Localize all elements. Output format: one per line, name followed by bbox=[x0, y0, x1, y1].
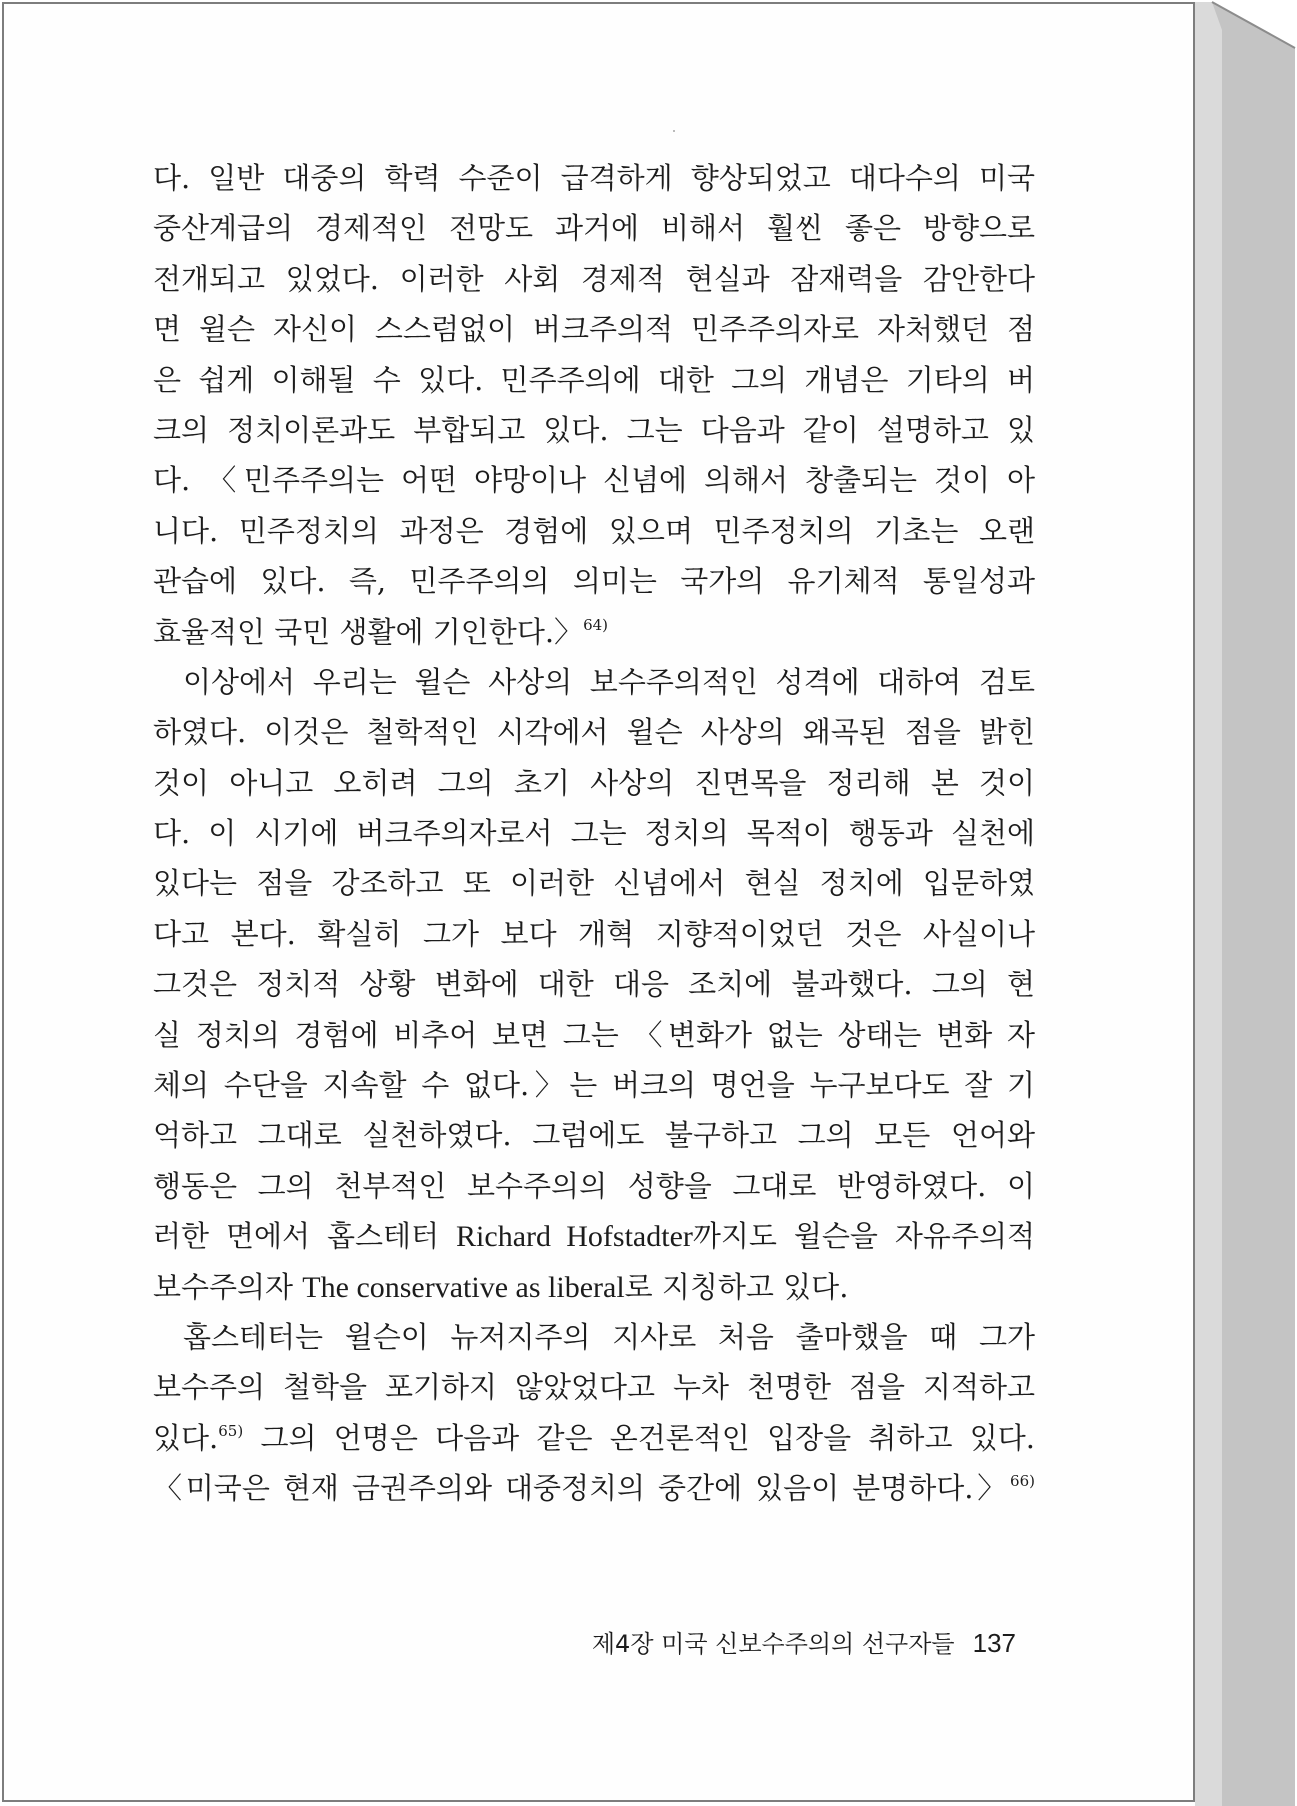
text-segment: 은 쉽게 이해될 수 있다. 민주주의에 대한 그의 개념은 기타의 버 bbox=[153, 362, 1035, 397]
text-segment: 억하고 그대로 실천하였다. 그럼에도 불구하고 그의 모든 언어와 bbox=[153, 1118, 1035, 1153]
text-line bbox=[153, 1463, 1035, 1513]
body-text bbox=[153, 153, 1035, 1514]
text-line bbox=[153, 254, 1035, 304]
text-line bbox=[153, 707, 1035, 757]
text-segment: 실 정치의 경험에 비추어 보면 그는 〈변화가 없는 상태는 변화 자 bbox=[153, 1017, 1035, 1052]
text-segment: 있다. bbox=[153, 1420, 219, 1455]
text-line bbox=[153, 758, 1035, 808]
text-line bbox=[153, 858, 1035, 908]
chapter-title: 제4장 미국 신보수주의의 선구자들 bbox=[591, 1630, 955, 1658]
text-line bbox=[153, 556, 1035, 606]
footnote-marker: 66) bbox=[1010, 1472, 1035, 1491]
text-segment: 중산계급의 경제적인 전망도 과거에 비해서 훨씬 좋은 방향으로 bbox=[153, 211, 1035, 246]
text-line bbox=[153, 405, 1035, 455]
text-segment: 그의 언명은 다음과 같은 온건론적인 입장을 취하고 있다. bbox=[243, 1420, 1035, 1455]
text-line bbox=[153, 607, 1035, 657]
text-line bbox=[153, 1413, 1035, 1463]
text-segment: 체의 수단을 지속할 수 없다.〉는 버크의 명언을 누구보다도 잘 기 bbox=[153, 1068, 1035, 1103]
text-segment: Richard Hofstadter bbox=[456, 1220, 693, 1254]
text-line bbox=[153, 1060, 1035, 1110]
text-segment: 전개되고 있었다. 이러한 사회 경제적 현실과 잠재력을 감안한다 bbox=[153, 261, 1035, 296]
text-line bbox=[153, 1110, 1035, 1160]
text-line bbox=[153, 1312, 1035, 1362]
page-number: 137 bbox=[972, 1628, 1016, 1658]
text-segment: 이상에서 우리는 윌슨 사상의 보수주의적인 성격에 대하여 검토 bbox=[183, 664, 1035, 699]
text-segment: 다. 이 시기에 버크주의자로서 그는 정치의 목적이 행동과 실천에 bbox=[153, 816, 1035, 851]
text-line bbox=[153, 959, 1035, 1009]
text-line bbox=[153, 1010, 1035, 1060]
text-segment: 하였다. 이것은 철학적인 시각에서 윌슨 사상의 왜곡된 점을 밝힌 bbox=[153, 715, 1035, 750]
text-line bbox=[153, 1161, 1035, 1211]
text-segment: 보수주의자 bbox=[153, 1269, 303, 1304]
footnote-marker: 65) bbox=[218, 1421, 244, 1440]
text-line bbox=[153, 657, 1035, 707]
text-segment: 면 윌슨 자신이 스스럼없이 버크주의적 민주주의자로 자처했던 점 bbox=[153, 312, 1035, 347]
running-footer bbox=[560, 1624, 1016, 1659]
text-segment: 러한 면에서 홉스테터 bbox=[153, 1219, 457, 1254]
text-line bbox=[153, 153, 1035, 203]
text-segment: 행동은 그의 천부적인 보수주의의 성향을 그대로 반영하였다. 이 bbox=[153, 1168, 1035, 1203]
text-segment: 니다. 민주정치의 과정은 경험에 있으며 민주정치의 기초는 오랜 bbox=[153, 513, 1035, 548]
text-segment: 다. 〈민주주의는 어떤 야망이나 신념에 의해서 창출되는 것이 아 bbox=[153, 463, 1035, 498]
text-line bbox=[153, 1211, 1035, 1261]
text-line bbox=[153, 1362, 1035, 1412]
book-right-edge-shade bbox=[1195, 2, 1222, 1806]
text-segment: 까지도 윌슨을 자유주의적 bbox=[692, 1219, 1035, 1254]
text-segment: 홉스테터는 윌슨이 뉴저지주의 지사로 처음 출마했을 때 그가 bbox=[183, 1319, 1035, 1354]
text-line bbox=[153, 455, 1035, 505]
text-segment: 그것은 정치적 상황 변화에 대한 대응 조치에 불과했다. 그의 현 bbox=[153, 967, 1035, 1002]
text-segment: 있다는 점을 강조하고 또 이러한 신념에서 현실 정치에 입문하였 bbox=[153, 866, 1035, 901]
text-segment: 것이 아니고 오히려 그의 초기 사상의 진면목을 정리해 본 것이 bbox=[153, 765, 1035, 800]
text-segment: 크의 정치이론과도 부합되고 있다. 그는 다음과 같이 설명하고 있 bbox=[153, 412, 1035, 447]
text-segment: 효율적인 국민 생활에 기인한다.〉 bbox=[153, 614, 584, 649]
print-speck bbox=[673, 130, 675, 132]
text-segment: 로 지칭하고 있다. bbox=[624, 1269, 849, 1304]
text-line bbox=[153, 506, 1035, 556]
text-line bbox=[153, 1262, 1035, 1312]
text-segment: The conservative as liberal bbox=[302, 1270, 625, 1304]
text-line bbox=[153, 203, 1035, 253]
text-segment: 관습에 있다. 즉, 민주주의의 의미는 국가의 유기체적 통일성과 bbox=[153, 564, 1035, 599]
text-segment: 다. 일반 대중의 학력 수준이 급격하게 향상되었고 대다수의 미국 bbox=[153, 161, 1035, 195]
text-segment: 〈미국은 현재 금권주의와 대중정치의 중간에 있음이 분명하다.〉 bbox=[153, 1471, 1011, 1506]
footnote-marker: 64) bbox=[583, 615, 609, 634]
text-line bbox=[153, 909, 1035, 959]
text-line bbox=[153, 808, 1035, 858]
text-segment: 다고 본다. 확실히 그가 보다 개혁 지향적이었던 것은 사실이나 bbox=[153, 916, 1035, 951]
text-line bbox=[153, 304, 1035, 354]
text-line bbox=[153, 355, 1035, 405]
text-segment: 보수주의 철학을 포기하지 않았었다고 누차 천명한 점을 지적하고 bbox=[153, 1370, 1035, 1405]
